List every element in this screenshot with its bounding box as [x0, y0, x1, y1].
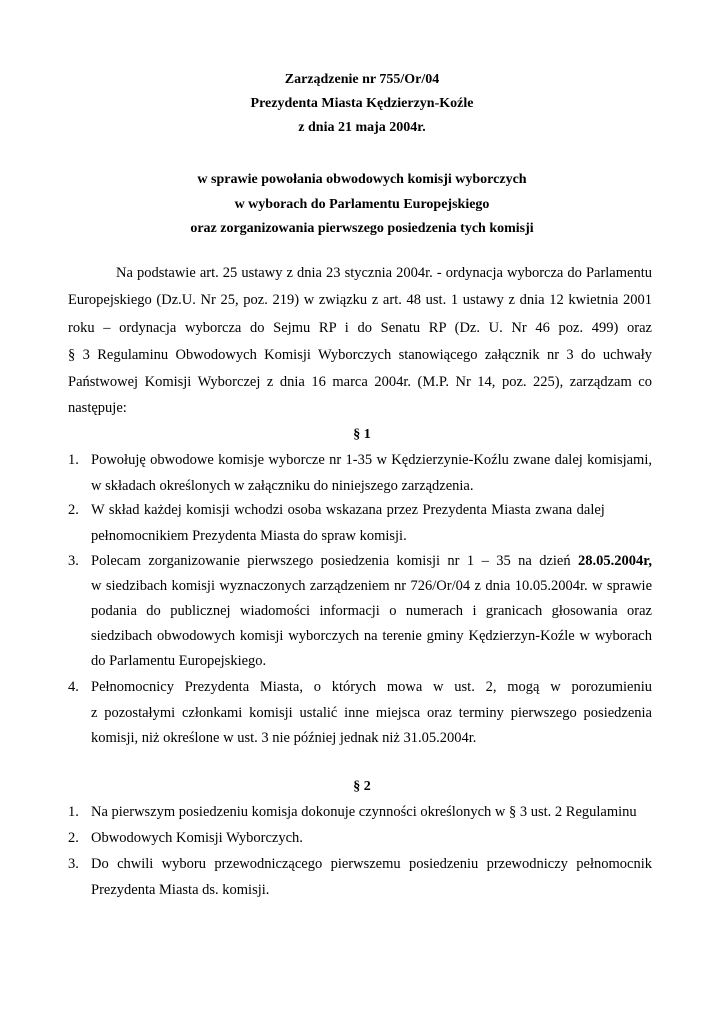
- list-item-line: Na pierwszym posiedzeniu komisja dokonuje czynności określonych w § 3 ust. 2 Regulaminu: [91, 804, 637, 820]
- list-item-line: Powołuję obwodowe komisje wyborcze nr 1-35 w Kędzierzynie-Koźlu zwane dalej komisjami,: [91, 452, 652, 468]
- preamble-line: roku – ordynacja wyborcza do Sejmu RP i do Senatu RP (Dz. U. Nr 46 poz. 499) oraz: [68, 320, 652, 336]
- list-item-line: pełnomocnikiem Prezydenta Miasta do spraw komisji.: [91, 528, 407, 544]
- list-item-number: 1.: [68, 452, 79, 468]
- preamble-line: § 3 Regulaminu Obwodowych Komisji Wyborczych stanowiącego załącznik nr 3 do uchwały: [68, 347, 652, 363]
- preamble-line: Europejskiego (Dz.U. Nr 25, poz. 219) w związku z art. 48 ust. 1 ustawy z dnia 12 kwietnia 2001: [68, 292, 652, 308]
- list-item-number: 2.: [68, 502, 79, 518]
- document-date: z dnia 21 maja 2004r.: [298, 120, 426, 135]
- document-issuer: Prezydenta Miasta Kędzierzyn-Koźle: [250, 96, 474, 111]
- list-item-line: komisji, niż określone w ust. 3 nie później jednak niż 31.05.2004r.: [91, 730, 477, 746]
- list-item-line: Pełnomocnicy Prezydenta Miasta, o których mowa w ust. 2, mogą w porozumieniu: [91, 679, 652, 695]
- list-item-number: 3.: [68, 856, 79, 872]
- list-item-number: 1.: [68, 804, 79, 820]
- preamble-line: następuje:: [68, 400, 127, 416]
- highlighted-date: 28.05.2004r,: [578, 553, 652, 569]
- section-2-heading: § 2: [353, 779, 371, 794]
- list-item-line: siedzibach obwodowych komisji wyborczych na terenie gminy Kędzierzyn-Koźle w wyborach: [91, 628, 652, 644]
- subject-line-2: w wyborach do Parlamentu Europejskiego: [234, 197, 490, 212]
- document-title: Zarządzenie nr 755/Or/04: [284, 72, 440, 87]
- list-item-line: podania do publicznej wiadomości informacji o numerach i granicach głosowania oraz: [91, 603, 652, 619]
- list-item-line: w składach określonych w załączniku do niniejszego zarządzenia.: [91, 478, 474, 494]
- preamble-line: Państwowej Komisji Wyborczej z dnia 16 marca 2004r. (M.P. Nr 14, poz. 225), zarządzam co: [68, 374, 652, 390]
- section-1-heading: § 1: [353, 427, 371, 442]
- subject-line-1: w sprawie powołania obwodowych komisji wyborczych: [197, 172, 527, 187]
- list-item-line: do Parlamentu Europejskiego.: [91, 653, 267, 669]
- list-item-text: Polecam zorganizowanie pierwszego posiedzenia komisji nr 1 – 35 na dzień: [91, 553, 571, 569]
- list-item-line: z pozostałymi członkami komisji ustalić inne miejsca oraz terminy pierwszego posiedzenia: [91, 705, 652, 721]
- list-item-line: w siedzibach komisji wyznaczonych zarządzeniem nr 726/Or/04 z dnia 10.05.2004r. w sprawie: [91, 578, 652, 594]
- list-item-line: Prezydenta Miasta ds. komisji.: [91, 882, 270, 898]
- list-item-number: 4.: [68, 679, 79, 695]
- list-item-line: Do chwili wyboru przewodniczącego pierwszemu posiedzeniu przewodniczy pełnomocnik: [91, 856, 652, 872]
- list-item-number: 3.: [68, 553, 79, 569]
- list-item-line: Obwodowych Komisji Wyborczych.: [91, 830, 303, 846]
- subject-line-3: oraz zorganizowania pierwszego posiedzenia tych komisji: [190, 221, 534, 236]
- preamble-line: Na podstawie art. 25 ustawy z dnia 23 stycznia 2004r. - ordynacja wyborcza do Parlamentu: [116, 265, 652, 281]
- list-item-number: 2.: [68, 830, 79, 846]
- list-item-line: [91, 551, 652, 571]
- list-item-line: W skład każdej komisji wchodzi osoba wskazana przez Prezydenta Miasta zwana dalej: [91, 502, 605, 518]
